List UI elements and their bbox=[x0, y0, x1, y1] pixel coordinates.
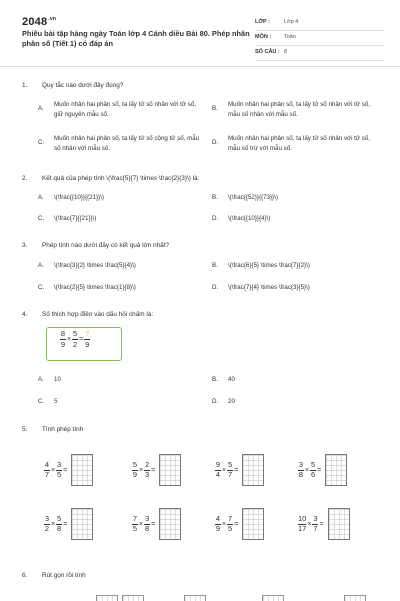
denominator: 5 bbox=[57, 470, 62, 480]
fraction-result bbox=[84, 330, 90, 349]
denominator: 3 bbox=[145, 470, 150, 480]
option-letter: C. bbox=[38, 215, 45, 222]
numerator: 8 bbox=[60, 329, 66, 338]
option-text: \(\frac{7}{4} \times \frac{3}{5}\) bbox=[228, 284, 310, 291]
answer-grid[interactable] bbox=[71, 454, 93, 486]
answer-grid-partial[interactable] bbox=[262, 595, 284, 601]
option-letter: B. bbox=[212, 376, 218, 383]
numerator: 4 bbox=[215, 513, 221, 523]
denominator: 7 bbox=[44, 470, 50, 480]
unknown-numerator: ? bbox=[85, 329, 90, 338]
meta-key: MÔN : bbox=[255, 34, 272, 40]
q5-item bbox=[132, 454, 181, 486]
option-letter: B. bbox=[212, 262, 218, 269]
numerator: 7 bbox=[228, 513, 233, 523]
option-letter: C. bbox=[38, 284, 45, 291]
answer-grid-partial[interactable] bbox=[184, 595, 206, 601]
times-sign: × bbox=[51, 520, 56, 528]
meta-row-count bbox=[255, 46, 385, 61]
option-letter: A. bbox=[38, 262, 44, 269]
q4-expression bbox=[60, 330, 90, 349]
answer-grid-partial[interactable] bbox=[122, 595, 144, 601]
fraction-a bbox=[60, 330, 66, 349]
answer-grid-partial[interactable] bbox=[96, 595, 118, 601]
denominator: 9 bbox=[60, 339, 66, 349]
equals-sign: = bbox=[234, 520, 239, 528]
numerator: 5 bbox=[311, 459, 316, 469]
option-text: \(\frac{{10}}{{21}}\) bbox=[54, 194, 104, 201]
option-text: Muốn nhân hai phân số, ta lấy tử số nhân với tử số, mẫu số nhân với mẫu số. bbox=[228, 101, 371, 118]
numerator: 3 bbox=[313, 513, 318, 523]
numerator: 9 bbox=[215, 459, 221, 469]
question-text: Phép tính nào dưới đây có kết quả lớn nhất? bbox=[42, 242, 170, 249]
option-text: \(\frac{7}{{21}}\) bbox=[54, 215, 97, 222]
q5-item bbox=[298, 508, 350, 540]
denominator: 8 bbox=[145, 524, 150, 534]
equals-sign: = bbox=[319, 520, 324, 528]
answer-grid[interactable] bbox=[328, 508, 350, 540]
meta-value: Lớp 4 bbox=[284, 19, 299, 25]
question-number: 5. bbox=[22, 426, 28, 433]
option-letter: B. bbox=[212, 105, 218, 112]
equals-sign: = bbox=[317, 466, 322, 474]
answer-grid-partial[interactable] bbox=[344, 595, 366, 601]
equals-sign: = bbox=[151, 520, 156, 528]
denominator: 9 bbox=[215, 524, 221, 534]
equals-sign: = bbox=[151, 466, 156, 474]
option-letter: A. bbox=[38, 194, 44, 201]
denominator: 6 bbox=[311, 470, 316, 480]
header-divider bbox=[0, 66, 400, 67]
option-letter: B. bbox=[212, 194, 218, 201]
question-text: Rút gọn rồi tính bbox=[42, 572, 86, 579]
option-letter: D. bbox=[212, 215, 219, 222]
denominator: 17 bbox=[298, 524, 307, 534]
option-text: 40 bbox=[228, 376, 235, 383]
answer-grid[interactable] bbox=[159, 454, 181, 486]
numerator: 3 bbox=[44, 513, 50, 523]
option-text: Muốn nhân hai phân số, ta lấy tử số nhân với tử số, giữ nguyên mẫu số. bbox=[54, 101, 197, 118]
meta-value: 8 bbox=[284, 49, 288, 55]
numerator: 3 bbox=[145, 513, 150, 523]
option-text: \(\frac{{52}}{{73}}\) bbox=[228, 194, 278, 201]
denominator: 9 bbox=[132, 470, 138, 480]
denominator: 7 bbox=[228, 470, 233, 480]
answer-grid[interactable] bbox=[325, 454, 347, 486]
q5-item bbox=[215, 508, 264, 540]
option-letter: D. bbox=[212, 398, 219, 405]
numerator: 3 bbox=[57, 459, 62, 469]
q5-item bbox=[44, 454, 93, 486]
denominator: 8 bbox=[57, 524, 62, 534]
numerator: 10 bbox=[298, 513, 307, 523]
q5-item bbox=[132, 508, 181, 540]
denominator: 5 bbox=[132, 524, 138, 534]
equals-sign: = bbox=[63, 466, 68, 474]
numerator: 5 bbox=[132, 459, 138, 469]
fraction-b bbox=[72, 330, 78, 349]
question-text: Số thích hợp điền vào dấu hỏi chấm là: bbox=[42, 311, 154, 318]
question-number: 3. bbox=[22, 242, 28, 249]
denominator: 2 bbox=[44, 524, 50, 534]
numerator: 4 bbox=[44, 459, 50, 469]
question-text: Tính phép tính bbox=[42, 426, 84, 433]
meta-row-class bbox=[255, 16, 385, 31]
times-sign: × bbox=[139, 520, 144, 528]
option-letter: A. bbox=[38, 105, 44, 112]
question-text: Kết quả của phép tính \(\frac{5}{7} \times \frac{2}{3}\) là: bbox=[42, 175, 200, 182]
answer-grid[interactable] bbox=[242, 454, 264, 486]
option-text: \(\frac{3}{2} \times \frac{5}{4}\) bbox=[54, 262, 136, 269]
denominator: 2 bbox=[73, 339, 78, 349]
times-sign: × bbox=[51, 466, 56, 474]
worksheet-header bbox=[0, 0, 400, 62]
logo-suffix: .vn bbox=[48, 16, 57, 23]
times-sign: × bbox=[222, 466, 227, 474]
times-sign: × bbox=[305, 466, 310, 474]
times-sign: × bbox=[222, 520, 227, 528]
equals-sign: = bbox=[63, 520, 68, 528]
times-sign: × bbox=[67, 335, 72, 343]
equals-sign: = bbox=[234, 466, 239, 474]
meta-key: SỐ CÂU : bbox=[255, 49, 280, 55]
option-letter: D. bbox=[212, 284, 219, 291]
option-letter: A. bbox=[38, 376, 44, 383]
option-text: 5 bbox=[54, 398, 58, 405]
option-letter: C. bbox=[38, 398, 45, 405]
meta-row-subject bbox=[255, 31, 385, 46]
option-text: \(\frac{2}{5} \times \frac{1}{8}\) bbox=[54, 284, 136, 291]
denominator: 8 bbox=[298, 470, 304, 480]
question-text: Quy tắc nào dưới đây đúng? bbox=[42, 82, 124, 89]
option-text: 20 bbox=[228, 398, 235, 405]
q5-item bbox=[44, 508, 93, 540]
question-number: 2. bbox=[22, 175, 28, 182]
denominator: 4 bbox=[215, 470, 221, 480]
worksheet-meta bbox=[255, 16, 385, 61]
numerator: 2 bbox=[145, 459, 150, 469]
option-letter: C. bbox=[38, 139, 45, 146]
option-text: \(\frac{{10}}{4}\) bbox=[228, 215, 271, 222]
option-text: \(\frac{6}{5} \times \frac{7}{2}\) bbox=[228, 262, 310, 269]
question-number: 6. bbox=[22, 572, 28, 579]
numerator: 5 bbox=[73, 329, 78, 338]
meta-key: LỚP : bbox=[255, 19, 270, 25]
denominator: 9 bbox=[85, 339, 90, 349]
numerator: 7 bbox=[132, 513, 138, 523]
question-number: 1. bbox=[22, 82, 28, 89]
worksheet-title: Phiếu bài tập hàng ngày Toán lớp 4 Cánh diều Bài 80. Phép nhân phân số (Tiết 1) có đáp án bbox=[22, 29, 250, 48]
denominator: 5 bbox=[228, 524, 233, 534]
answer-grid[interactable] bbox=[242, 508, 264, 540]
numerator: 5 bbox=[228, 459, 233, 469]
option-text: 10 bbox=[54, 376, 61, 383]
meta-value: Toán bbox=[284, 34, 296, 40]
option-text: Muốn nhân hai phân số, ta lấy tử số nhân với tử số, mẫu số trừ với mẫu số. bbox=[228, 135, 371, 152]
q5-item bbox=[215, 454, 264, 486]
answer-grid[interactable] bbox=[71, 508, 93, 540]
times-sign: × bbox=[139, 466, 144, 474]
times-sign: × bbox=[307, 520, 312, 528]
logo-text: 2048 bbox=[22, 16, 48, 28]
answer-grid[interactable] bbox=[159, 508, 181, 540]
option-letter: D. bbox=[212, 139, 219, 146]
numerator: 3 bbox=[298, 459, 304, 469]
denominator: 7 bbox=[313, 524, 318, 534]
site-logo[interactable] bbox=[22, 16, 56, 28]
numerator: 5 bbox=[57, 513, 62, 523]
equals-sign: = bbox=[79, 335, 84, 343]
q5-item bbox=[298, 454, 347, 486]
option-text: Muốn nhân hai phân số, ta lấy tử số cộng tử số, mẫu số nhân với mẫu số. bbox=[54, 135, 200, 152]
question-number: 4. bbox=[22, 311, 28, 318]
